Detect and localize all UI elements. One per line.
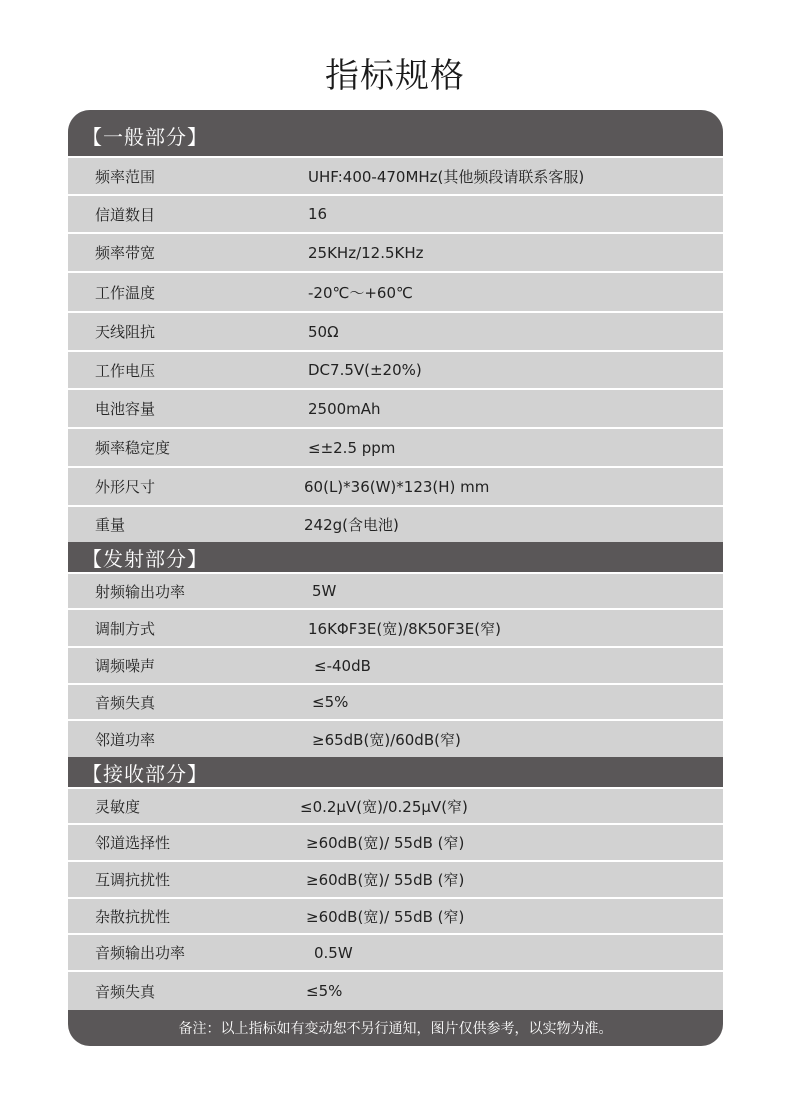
spec-label: 邻道功率 (95, 730, 156, 749)
table-row (68, 273, 723, 313)
table-row (68, 234, 723, 273)
spec-label: 频率范围 (95, 167, 156, 186)
spec-value: 25KHz/12.5KHz (308, 243, 424, 262)
spec-value: ≥60dB(宽)/ 55dB (窄) (306, 871, 465, 889)
table-row (68, 685, 723, 721)
spec-label: 工作温度 (95, 283, 156, 302)
spec-value: ≤0.2μV(宽)/0.25μV(窄) (300, 797, 468, 816)
table-row (68, 935, 723, 972)
table-row (68, 972, 723, 1010)
table-row (68, 787, 723, 825)
spec-label: 音频失真 (95, 693, 156, 712)
spec-value: ≥60dB(宽)/ 55dB (窄) (306, 907, 465, 926)
spec-value: DC7.5V(±20%) (308, 361, 422, 379)
spec-label: 调制方式 (95, 619, 156, 638)
table-row (68, 196, 723, 234)
spec-value: ≤5% (312, 693, 349, 711)
spec-value: -20℃～+60℃ (308, 283, 413, 302)
spec-label: 电池容量 (95, 400, 156, 418)
spec-value: ≤5% (306, 982, 343, 1000)
table-row (68, 429, 723, 468)
spec-label: 邻道选择性 (95, 834, 171, 852)
spec-label: 频率带宽 (95, 244, 156, 262)
table-row (68, 390, 723, 429)
spec-label: 调频噪声 (95, 657, 156, 675)
spec-label: 天线阻抗 (95, 323, 156, 341)
table-row (68, 721, 723, 757)
spec-label: 工作电压 (95, 361, 156, 380)
spec-value: 50Ω (308, 322, 339, 341)
spec-value: 242g(含电池) (304, 516, 399, 534)
spec-value: 0.5W (314, 943, 353, 962)
spec-label: 杂散抗扰性 (95, 907, 171, 926)
spec-value: UHF:400-470MHz(其他频段请联系客服) (308, 167, 585, 186)
spec-label: 外形尺寸 (95, 478, 156, 496)
table-row (68, 352, 723, 390)
spec-value: 5W (312, 582, 337, 600)
table-row (68, 825, 723, 862)
spec-label: 互调抗扰性 (95, 871, 171, 889)
spec-value: 2500mAh (308, 399, 381, 418)
spec-value: 16KΦF3E(宽)/8K50F3E(窄) (308, 619, 501, 638)
spec-table (68, 110, 723, 1046)
spec-label: 射频输出功率 (95, 582, 186, 601)
spec-label: 音频失真 (95, 982, 156, 1001)
spec-value: ≥65dB(宽)/60dB(窄) (312, 730, 461, 749)
section-header-receive: 【接收部分】 (68, 757, 723, 787)
table-row (68, 610, 723, 648)
spec-label: 频率稳定度 (95, 439, 171, 457)
table-row (68, 313, 723, 352)
spec-value: ≥60dB(宽)/ 55dB (窄) (306, 834, 465, 852)
page-title: 指标规格 (325, 56, 465, 96)
footer-note: 备注：以上指标如有变动恕不另行通知，图片仅供参考，以实物为准。 (68, 1010, 723, 1046)
table-row (68, 507, 723, 542)
table-row (68, 862, 723, 899)
spec-value: 60(L)*36(W)*123(H) mm (304, 477, 490, 496)
table-row (68, 648, 723, 685)
section-header-general: 【一般部分】 (68, 110, 723, 156)
table-row (68, 468, 723, 507)
table-row (68, 156, 723, 196)
spec-label: 灵敏度 (95, 797, 141, 816)
spec-value: ≤-40dB (314, 656, 371, 675)
spec-value: ≤±2.5 ppm (308, 438, 396, 457)
spec-label: 重量 (95, 516, 126, 534)
section-header-transmit: 【发射部分】 (68, 542, 723, 572)
spec-label: 信道数目 (95, 205, 156, 224)
spec-label: 音频输出功率 (95, 944, 186, 962)
spec-value: 16 (308, 205, 328, 223)
table-row (68, 899, 723, 935)
table-row (68, 572, 723, 610)
